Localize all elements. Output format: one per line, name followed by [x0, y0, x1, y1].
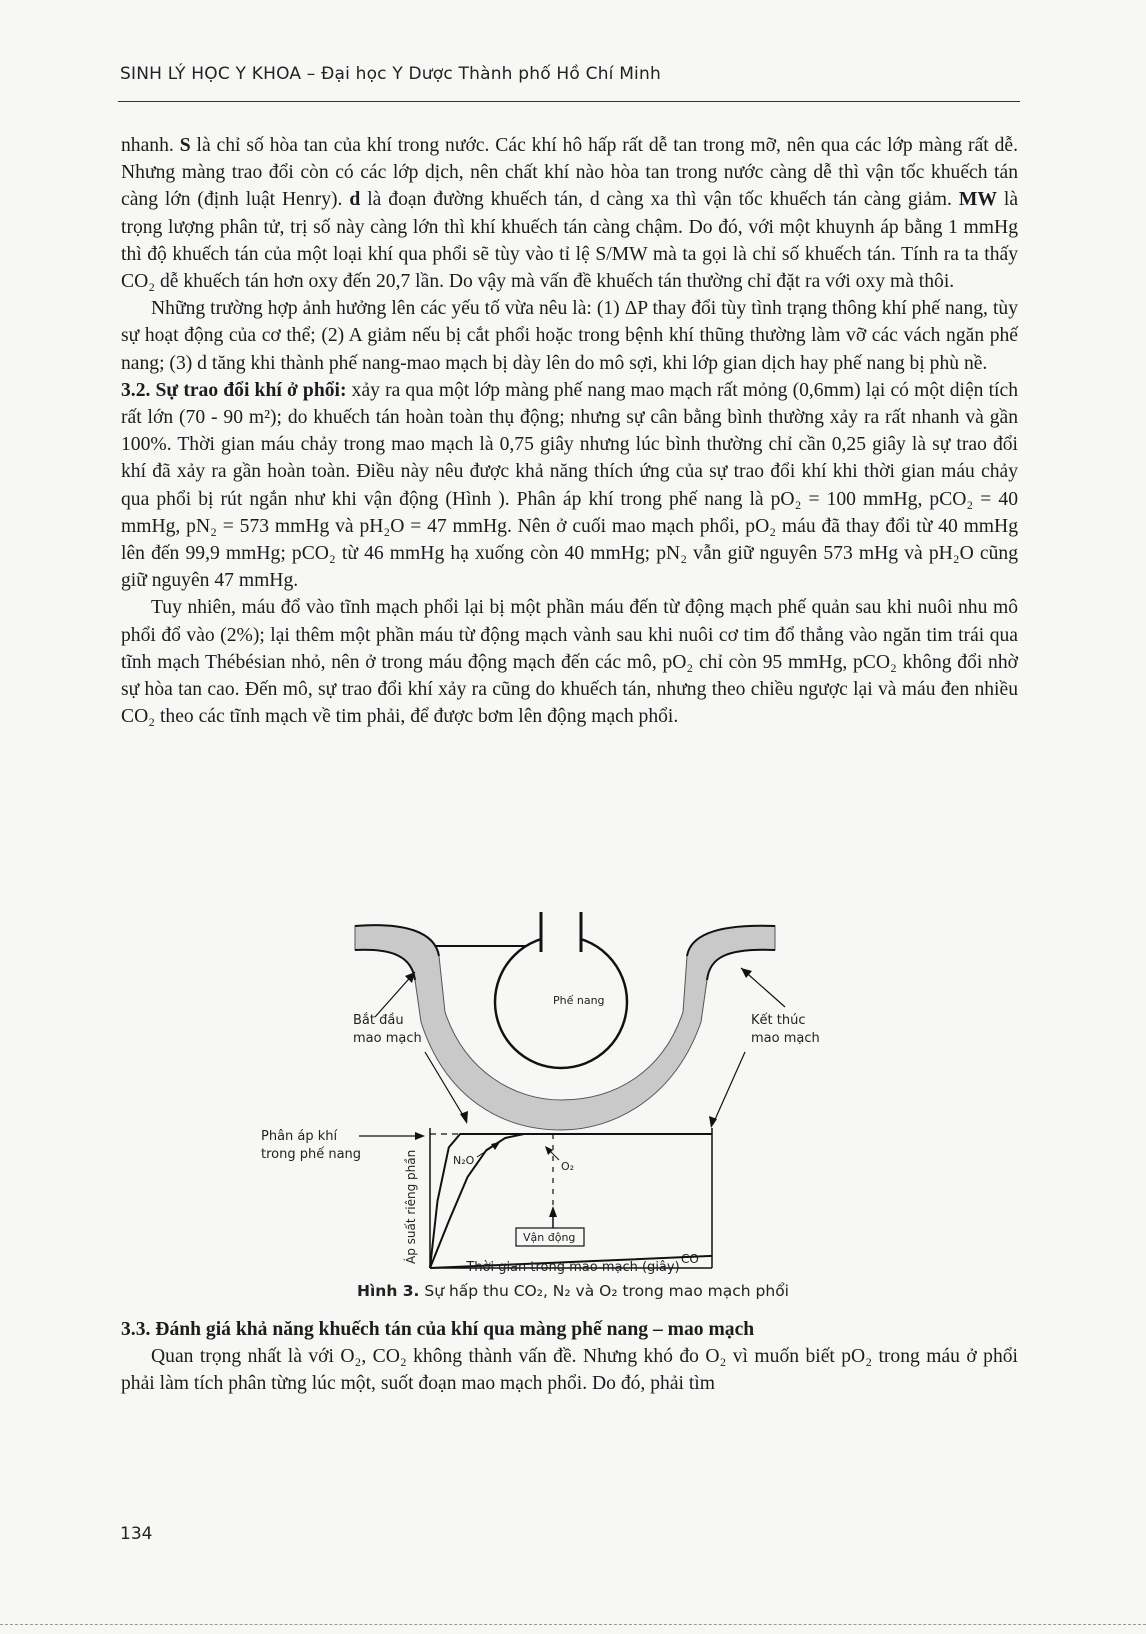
term-mw: MW [958, 189, 997, 211]
term-s: S [179, 135, 191, 156]
running-header: SINH LÝ HỌC Y KHOA – Đại học Y Dược Thành phố Hồ Chí Minh [120, 64, 661, 84]
x-axis-label: Thời gian trong mao mạch (giây) [466, 1260, 680, 1275]
body-text [121, 132, 1018, 730]
page-number: 134 [120, 1524, 153, 1544]
caption-text: Sự hấp thu CO₂, N₂ và O₂ trong mao mạch phổi [424, 1282, 789, 1300]
alv-pressure-label-2: trong phế nang [261, 1147, 362, 1162]
section-3-3-text: Quan trọng nhất là với O₂, CO₂ không thành vấn đề. Nhưng khó đo O₂ vì muốn biết pO₂ trong máu ở phổi phải làm tích phân từng lúc một, suốt đoạn mao mạch phổi. Do đó, phải tìm [121, 1346, 1018, 1395]
end-label-2: mao mạch [751, 1031, 820, 1046]
alv-pressure-label-1: Phân áp khí [261, 1129, 338, 1144]
page-bottom-dashed-edge [0, 1624, 1146, 1625]
section-3-2-text: xảy ra qua một lớp màng phế nang mao mạch rất mỏng (0,6mm) lại có một diện tích rất lớn (70 - 90 m²); do khuếch tán hoàn toàn thụ động; nhưng sự cân bằng bình thường xảy ra rất nhanh và gần 100%. Thời gian máu chảy trong mao mạch là 0,75 giây nhưng lúc bình thường chỉ cần 0,25 giây là sự trao đổi khí đã xảy ra gần hoàn toàn. Điều này nêu được khả năng thích ứng của sự trao đổi khí khi thời gian máu chảy qua phổi bị rút ngắn như khi vận động (Hình ). Phân áp khí trong phế nang là pO₂ = 100 mmHg, pCO₂ = 40 mmHg, pN₂ = 573 mmHg và pH₂O = 47 mmHg. Nên ở cuối mao mạch phổi, pO₂ máu đã thay đổi từ 40 mmHg lên đến 99,9 mmHg; pCO₂ từ 46 mmHg hạ xuống còn 40 mmHg; pN₂ vẫn giữ nguyên 573 mHg và pH₂O cũng giữ nguyên 47 mmHg. [121, 379, 1018, 592]
paragraph-3 [121, 377, 1018, 595]
section-3-3-heading: 3.3. Đánh giá khả năng khuếch tán của khí qua màng phế nang – mao mạch [121, 1319, 755, 1340]
y-axis-label: Áp suất riêng phần [404, 1149, 418, 1264]
figure-caption [0, 1282, 1146, 1300]
header-rule [118, 101, 1020, 102]
alveolus-label: Phế nang [553, 994, 605, 1007]
n2o-label: N₂O [453, 1154, 475, 1167]
exercise-label: Vận động [523, 1231, 576, 1244]
capillary-diffusion-figure [255, 912, 875, 1276]
o2-label: O₂ [561, 1160, 575, 1173]
p1-mw-definition: là trọng lượng phân tử, trị số này càng lớn thì khí khuếch tán càng chậm. Do đó, với một khuynh áp bằng 1 mmHg thì độ khuếch tán của một loại khí qua phổi sẽ tùy vào tỉ lệ S/MW mà ta gọi là chỉ số khuếch tán. Tính ra ta thấy CO₂ dễ khuếch tán hơn oxy đến 20,7 lần. Do vậy mà vấn đề khuếch tán thường chỉ đặt ra với oxy mà thôi. [121, 189, 1019, 293]
p1-d-definition: là đoạn đường khuếch tán, d càng xa thì vận tốc khuếch tán càng giảm. [367, 189, 952, 211]
p1-start: nhanh. [121, 135, 174, 156]
caption-label: Hình 3. [357, 1282, 420, 1300]
section-3-2-heading: 3.2. Sự trao đổi khí ở phổi: [121, 379, 347, 401]
paragraph-4: Tuy nhiên, máu đổ vào tĩnh mạch phổi lại bị một phần máu đến từ động mạch phế quản sau khi nuôi nhu mô phổi đổ vào (2%); lại thêm một phần máu từ động mạch vành sau khi nuôi cơ tim đổ thẳng vào ngăn tim trái qua tĩnh mạch Thébésian nhỏ, nên ở trong máu động mạch đến các mô, pO₂ chỉ còn 95 mmHg, pCO₂ không đổi nhờ sự hòa tan cao. Đến mô, sự trao đổi khí xảy ra cũng do khuếch tán, nhưng theo chiều ngược lại và máu đen nhiều CO₂ theo các tĩnh mạch về tim phải, để được bơm lên động mạch phổi. [121, 597, 1018, 728]
paragraph-1 [121, 132, 1018, 295]
start-label-1: Bắt đầu [353, 1013, 404, 1028]
section-3-3 [121, 1316, 1018, 1398]
paragraph-2: Những trường hợp ảnh hưởng lên các yếu tố vừa nêu là: (1) ΔP thay đổi tùy tình trạng thông khí phế nang, tùy sự hoạt động của cơ thể; (2) A giảm nếu bị cắt phổi hoặc trong bệnh khí thũng thường làm vỡ các vách ngăn phế nang; (3) d tăng khi thành phế nang-mao mạch bị dày lên do mô sợi, khi lớp gian dịch hay phế nang bị phù nề. [121, 298, 1018, 374]
start-label-2: mao mạch [353, 1031, 422, 1046]
end-label-1: Kết thúc [751, 1013, 806, 1028]
plot-area [421, 1128, 714, 1276]
capillary-illustration [353, 912, 820, 1130]
p1-s-definition: là chỉ số hòa tan của khí trong nước. Các khí hô hấp rất dễ tan trong mỡ, nên qua các lớp màng rất dễ. Nhưng màng trao đổi còn có các lớp dịch, nên chất khí nào hòa tan trong nước càng dễ thì vận tốc khuếch tán càng lớn (định luật Henry). [121, 135, 1018, 211]
term-d: d [349, 189, 361, 211]
co-label: CO [681, 1252, 699, 1266]
